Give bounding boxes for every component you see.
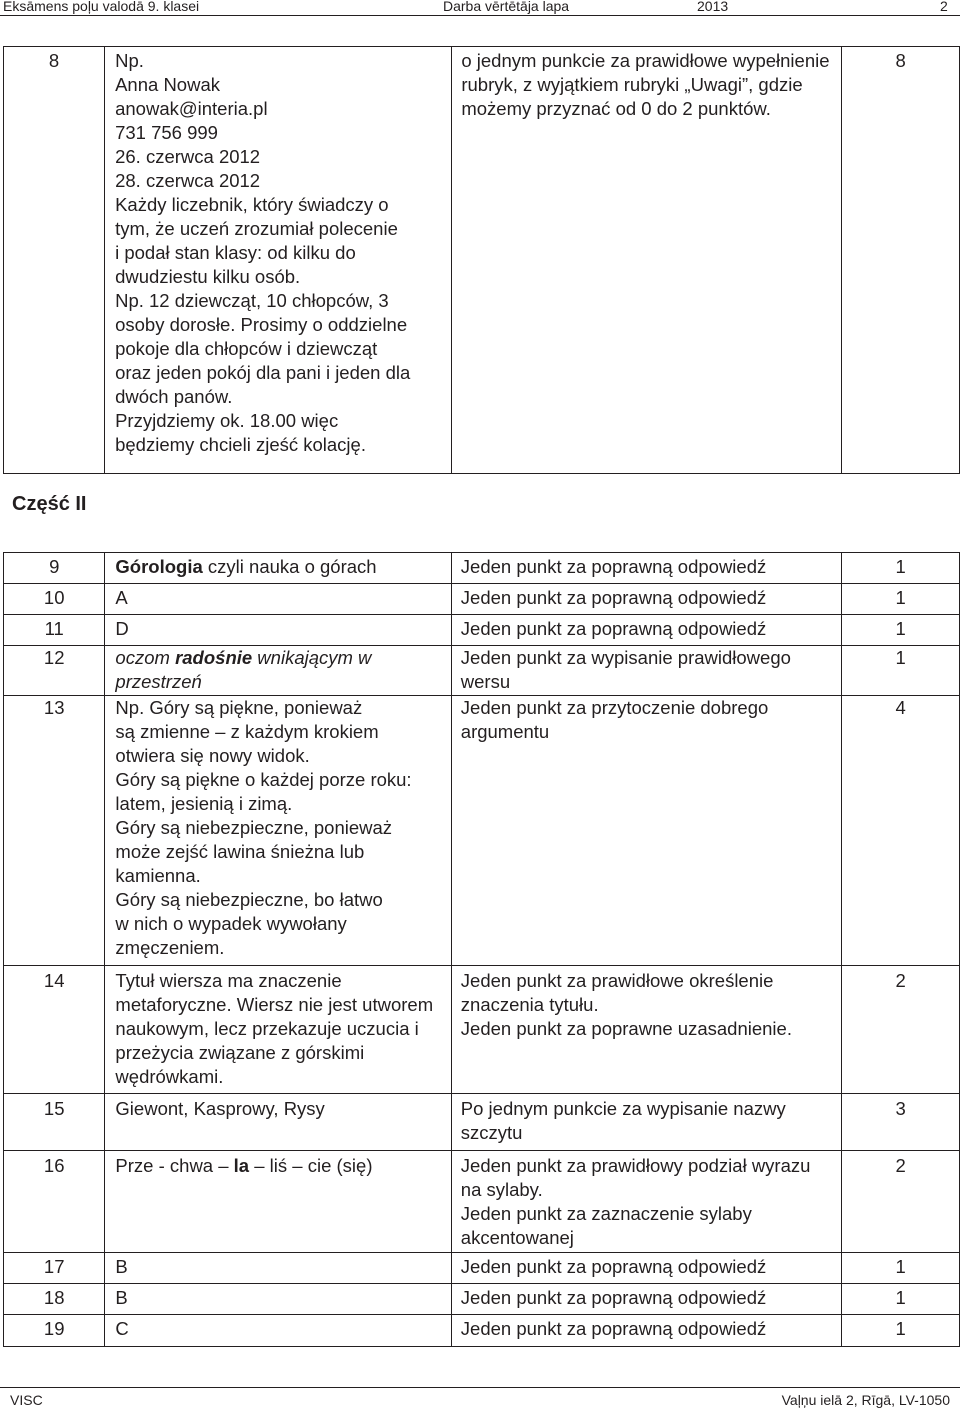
page-footer: [0, 1387, 960, 1411]
points-cell: 1: [842, 553, 960, 584]
criteria-cell: Jeden punkt za poprawną odpowiedź: [451, 1253, 842, 1284]
answer-text: – liś – cie (się): [249, 1155, 373, 1176]
answer-line: Np. 12 dziewcząt, 10 chłopców, 3: [115, 290, 389, 311]
question-number: 9: [4, 553, 105, 584]
criteria-cell: Jeden punkt za poprawną odpowiedź: [451, 553, 842, 584]
answer-cell: [105, 646, 451, 696]
answer-line: 26. czerwca 2012: [115, 146, 261, 167]
answer-line: 28. czerwca 2012: [115, 170, 261, 191]
criteria-cell: [451, 966, 842, 1094]
answer-cell: [105, 553, 451, 584]
criteria-line: Jeden punkt za poprawne uzasadnienie.: [460, 1018, 792, 1039]
question-number: 8: [4, 47, 105, 474]
table-row: [4, 615, 960, 646]
answer-cell: [105, 696, 451, 966]
answer-line: anowak@interia.pl: [115, 98, 268, 119]
points-cell: 2: [842, 966, 960, 1094]
criteria-line: Jeden punkt za prawidłowy podział wyrazu na sylaby.: [460, 1155, 811, 1200]
answer-text: Prze - chwa –: [115, 1155, 234, 1176]
question-number: 16: [4, 1151, 105, 1253]
question-number: 19: [4, 1315, 105, 1347]
criteria-cell: Jeden punkt za poprawną odpowiedź: [451, 1315, 842, 1347]
table-row: [4, 1094, 960, 1151]
question-number: 13: [4, 696, 105, 966]
answer-cell: B: [105, 1253, 451, 1284]
table-row: [4, 966, 960, 1094]
section-title: Część II: [12, 493, 87, 515]
criteria-cell: o jednym punkcie za prawidłowe wypełnienie rubryk, z wyjątkiem rubryki „Uwagi”, gdzie możemy przyznać od 0 do 2 punktów.: [452, 47, 842, 474]
criteria-line: Jeden punkt za zaznaczenie sylaby akcentowanej: [460, 1203, 752, 1248]
answer-line: otwiera się nowy widok.: [115, 745, 310, 766]
page-header: [0, 0, 960, 16]
answer-cell: C: [105, 1315, 451, 1347]
criteria-line: Jeden punkt za prawidłowe określenie znaczenia tytułu.: [460, 970, 774, 1015]
table-row: [4, 646, 960, 696]
answer-line: są zmienne – z każdym krokiem: [115, 721, 379, 742]
answer-cell: A: [105, 584, 451, 615]
header-year: 2013: [697, 0, 729, 14]
answer-bold-term: Górologia: [115, 556, 203, 577]
criteria-cell: Jeden punkt za wypisanie prawidłowego wersu: [451, 646, 842, 696]
answer-line: Przyjdziemy ok. 18.00 więc: [115, 410, 339, 431]
answer-cell: D: [105, 615, 451, 646]
answer-line: Góry są niebezpieczne, bo łatwo: [115, 889, 383, 910]
answer-line: i podał stan klasy: od kilku do: [115, 242, 356, 263]
answer-key-table-part1: [3, 46, 960, 474]
answer-bold-term: la: [233, 1155, 250, 1176]
footer-org: VISC: [10, 1392, 43, 1408]
points-cell: 1: [842, 584, 960, 615]
answer-line: Np.: [115, 50, 144, 71]
criteria-cell: Po jednym punkcie za wypisanie nazwy szczytu: [451, 1094, 842, 1151]
question-number: 14: [4, 966, 105, 1094]
answer-line: może zejść lawina śnieżna lub: [115, 841, 365, 862]
answer-line: dwudziestu kilku osób.: [115, 266, 301, 287]
answer-line: Anna Nowak: [115, 74, 220, 95]
answer-line: tym, że uczeń zrozumiał polecenie: [115, 218, 398, 239]
points-cell: 1: [842, 1253, 960, 1284]
header-sheet-title: Darba vērtētāja lapa: [443, 0, 570, 14]
question-number: 15: [4, 1094, 105, 1151]
answer-line: Np. Góry są piękne, ponieważ: [115, 697, 363, 718]
answer-line: Góry są piękne o każdej porze roku:: [115, 769, 412, 790]
answer-cell: Giewont, Kasprowy, Rysy: [105, 1094, 451, 1151]
table-row: [4, 696, 960, 966]
answer-line: zmęczeniem.: [115, 937, 225, 958]
points-cell: 1: [842, 1284, 960, 1315]
question-number: 17: [4, 1253, 105, 1284]
table-row: [4, 1151, 960, 1253]
answer-line: dwóch panów.: [115, 386, 233, 407]
question-number: 11: [4, 615, 105, 646]
question-number: 10: [4, 584, 105, 615]
answer-text: oczom: [115, 647, 176, 668]
criteria-cell: Jeden punkt za poprawną odpowiedź: [451, 615, 842, 646]
answer-line: osoby dorosłe. Prosimy o oddzielne: [115, 314, 408, 335]
answer-line: kamienna.: [115, 865, 201, 886]
criteria-cell: [451, 1151, 842, 1253]
answer-cell: Tytuł wiersza ma znaczenie metaforyczne. Wiersz nie jest utworem naukowym, lecz przekazuje uczucia i przeżycia związane z górskimi wędrówkami.: [105, 966, 451, 1094]
points-cell: 1: [842, 646, 960, 696]
question-number: 18: [4, 1284, 105, 1315]
footer-address: Vaļņu ielā 2, Rīgā, LV-1050: [781, 1392, 950, 1408]
answer-line: Każdy liczebnik, który świadczy o: [115, 194, 389, 215]
answer-line: Góry są niebezpieczne, ponieważ: [115, 817, 393, 838]
answer-cell: [105, 1151, 451, 1253]
header-page-number: 2: [940, 0, 948, 14]
table-row: [4, 1253, 960, 1284]
answer-key-table-part2: [3, 552, 960, 1347]
answer-line: pokoje dla chłopców i dziewcząt: [115, 338, 378, 359]
points-cell: 4: [842, 696, 960, 966]
table-row: [4, 584, 960, 615]
criteria-cell: Jeden punkt za poprawną odpowiedź: [451, 1284, 842, 1315]
answer-line: latem, jesienią i zimą.: [115, 793, 293, 814]
answer-text: czyli nauka o górach: [202, 556, 377, 577]
points-cell: 1: [842, 615, 960, 646]
points-cell: 3: [842, 1094, 960, 1151]
answer-line: będziemy chcieli zjeść kolację.: [115, 434, 366, 455]
criteria-cell: Jeden punkt za poprawną odpowiedź: [451, 584, 842, 615]
question-number: 12: [4, 646, 105, 696]
table-row: [4, 553, 960, 584]
answer-cell: [105, 47, 452, 474]
points-cell: 8: [842, 47, 960, 474]
points-cell: 1: [842, 1315, 960, 1347]
table-row: [4, 47, 960, 474]
answer-cell: B: [105, 1284, 451, 1315]
answer-line: oraz jeden pokój dla pani i jeden dla: [115, 362, 411, 383]
answer-text: wnikającym w przestrzeń: [115, 647, 372, 692]
answer-line: 731 756 999: [115, 122, 218, 143]
answer-bold-term: radośnie: [175, 647, 253, 668]
criteria-cell: Jeden punkt za przytoczenie dobrego argumentu: [451, 696, 842, 966]
table-row: [4, 1315, 960, 1347]
answer-line: w nich o wypadek wywołany: [115, 913, 347, 934]
header-exam-title: Eksāmens poļu valodā 9. klasei: [3, 0, 200, 14]
table-row: [4, 1284, 960, 1315]
points-cell: 2: [842, 1151, 960, 1253]
